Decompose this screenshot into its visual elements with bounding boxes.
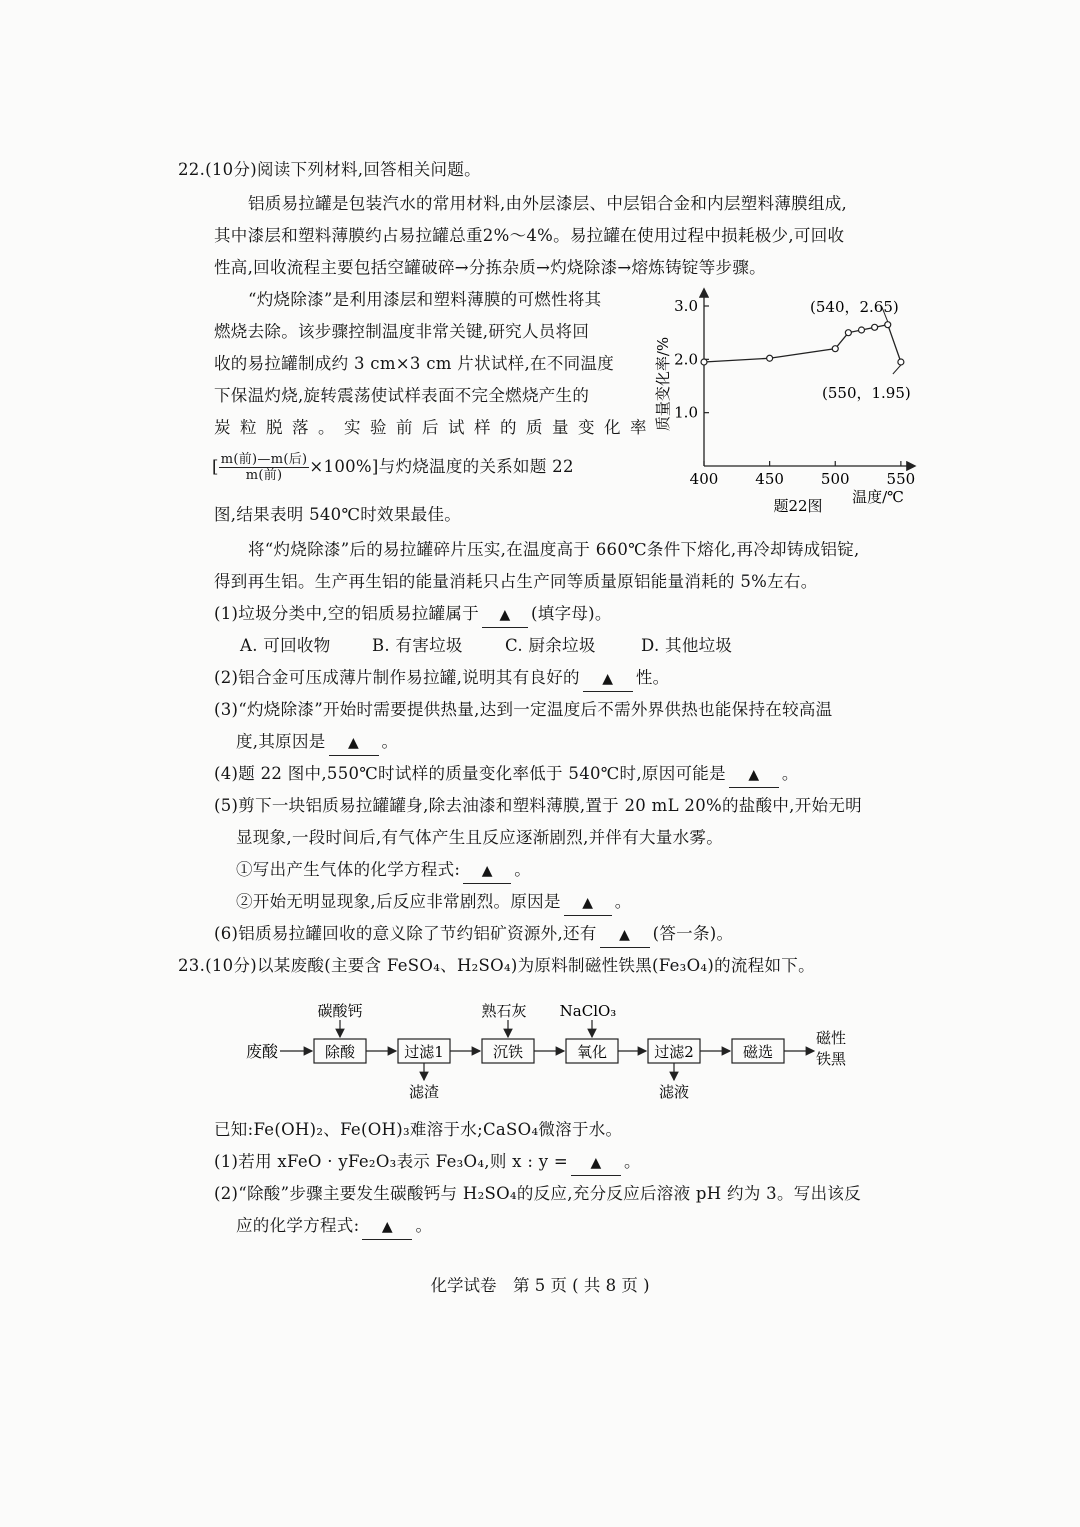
q23-answer-blank-1[interactable] [571, 1150, 621, 1176]
sub6-tail: (答一条)。 [652, 924, 734, 943]
flow-input-lime: 熟石灰 [481, 1002, 527, 1020]
process-flowchart [240, 996, 880, 1106]
flow-end-line1: 磁性 [816, 1029, 847, 1047]
q22-p1-line2: 其中漆层和塑料薄膜约占易拉罐总重2%～4%。易拉罐在使用过程中损耗极少,可回收 [214, 226, 845, 245]
mass-change-chart [650, 282, 930, 522]
formula-bracket: [ [212, 457, 219, 476]
q22-p2-line4: 下保温灼烧,旋转震荡使试样表面不完全燃烧产生的 [214, 386, 590, 405]
sub3-text: 度,其原因是 [236, 732, 326, 751]
q22-p3-line1: 将“灼烧除漆”后的易拉罐碎片压实,在温度高于 660℃条件下熔化,再冷却铸成铝锭, [248, 540, 860, 559]
q22-sub3a: (3)“灼烧除漆”开始时需要提供热量,达到一定温度后不需外界供热也能保持在较高温 [214, 700, 833, 719]
sub5d-text: ②开始无明显现象,后反应非常剧烈。原因是 [236, 892, 561, 911]
q22-sub4 [214, 762, 799, 788]
q22-heading: 22.(10分)阅读下列材料,回答相关问题。 [178, 160, 481, 179]
x-tick-label: 550 [886, 470, 916, 488]
q22-sub1 [214, 602, 612, 628]
flow-end-line2: 铁黑 [816, 1050, 847, 1068]
q23-sub1 [214, 1150, 641, 1176]
q22-p1-line1: 铝质易拉罐是包装汽水的常用材料,由外层漆层、中层铝合金和内层塑料薄膜组成, [248, 194, 848, 213]
q23-heading: 23.(10分)以某废酸(主要含 FeSO₄、H₂SO₄)为原料制磁性铁黑(Fe₃O₄)的流程如下。 [178, 956, 815, 975]
option-c: C. 厨余垃圾 [505, 636, 596, 655]
q22-p2-line3: 收的易拉罐制成约 3 cm×3 cm 片状试样,在不同温度 [214, 354, 615, 373]
sub6-text: (6)铝质易拉罐回收的意义除了节约铝矿资源外,还有 [214, 924, 597, 943]
y-axis-label: 质量变化率/% [654, 336, 672, 432]
sub1-text: (1)垃圾分类中,空的铝质易拉罐属于 [214, 604, 480, 623]
chart-caption: 题22图 [773, 497, 823, 515]
sub5c-period: 。 [514, 860, 532, 879]
q22-sub5a: (5)剪下一块铝质易拉罐罐身,除去油漆和塑料薄膜,置于 20 mL 20%的盐酸中,开始无明 [214, 796, 862, 815]
triangle-icon: ▲ [499, 607, 511, 623]
answer-blank-2[interactable] [583, 666, 633, 692]
answer-blank-1[interactable] [482, 602, 528, 628]
flow-start: 废酸 [246, 1042, 279, 1061]
triangle-icon: ▲ [748, 767, 760, 783]
x-axis-label: 温度/℃ [852, 488, 904, 506]
annotation-label: (550，1.95) [822, 384, 911, 402]
q22-p3-line2: 得到再生铝。生产再生铝的能量消耗只占生产同等质量原铝能量消耗的 5%左右。 [214, 572, 818, 591]
x-tick-label: 400 [689, 470, 719, 488]
flow-box-oxidize-label: 氧化 [576, 1043, 608, 1061]
sub3-period: 。 [381, 732, 399, 751]
triangle-icon: ▲ [481, 863, 493, 879]
x-tick-label: 450 [755, 470, 784, 488]
data-point [701, 359, 707, 365]
answer-blank-6[interactable] [600, 922, 650, 948]
q22-p1-line3: 性高,回收流程主要包括空罐破碎→分拣杂质→灼烧除漆→熔炼铸锭等步骤。 [214, 258, 766, 277]
q22-p2-line1: “灼烧除漆”是利用漆层和塑料薄膜的可燃性将其 [248, 290, 602, 309]
q22-sub5c [236, 858, 531, 884]
fraction-numerator: m(前)—m(后) [220, 452, 308, 467]
q23-sub2-period: 。 [415, 1216, 433, 1235]
q23-sub1-period: 。 [624, 1152, 641, 1171]
flow-box-remove-acid-label: 除酸 [324, 1043, 356, 1061]
series-line [704, 325, 901, 362]
triangle-icon: ▲ [590, 1155, 602, 1171]
q23-sub1-text: (1)若用 xFeO · yFe₂O₃表示 Fe₃O₄,则 x : y = [214, 1152, 569, 1171]
fraction-denominator: m(前) [245, 468, 283, 483]
q23-sub2a: (2)“除酸”步骤主要发生碳酸钙与 H₂SO₄的反应,充分反应后溶液 pH 约为 3。写出该反 [214, 1184, 861, 1203]
mass-change-fraction [219, 452, 310, 483]
data-point [885, 322, 891, 328]
flow-box-precipitate-label: 沉铁 [492, 1043, 524, 1061]
flow-box-magnetic-sep-label: 磁选 [742, 1043, 774, 1061]
flow-box-filter2-label: 过滤2 [654, 1043, 694, 1061]
q22-sub3b [236, 730, 398, 756]
answer-blank-5a[interactable] [463, 858, 511, 884]
option-d: D. 其他垃圾 [641, 636, 733, 655]
flow-box-filter1-label: 过滤1 [404, 1043, 444, 1061]
x-tick-label: 500 [820, 470, 850, 488]
triangle-icon: ▲ [602, 671, 614, 687]
triangle-icon: ▲ [619, 927, 631, 943]
option-b: B. 有害垃圾 [372, 636, 463, 655]
q23-sub2-text: 应的化学方程式: [236, 1216, 360, 1235]
data-point [872, 324, 878, 330]
option-a: A. 可回收物 [240, 636, 331, 655]
q23-known: 已知:Fe(OH)₂、Fe(OH)₃难溶于水;CaSO₄微溶于水。 [214, 1120, 623, 1139]
q22-sub5b: 显现象,一段时间后,有气体产生且反应逐渐剧烈,并伴有大量水雾。 [236, 828, 724, 847]
data-point [832, 346, 838, 352]
q22-sub6 [214, 922, 733, 948]
formula-tail: ×100%]与灼烧温度的关系如题 22 [309, 457, 574, 476]
triangle-icon: ▲ [381, 1219, 393, 1235]
q22-options [240, 634, 732, 658]
q22-formula-line [212, 452, 574, 483]
data-point [767, 355, 773, 361]
sub2-text: (2)铝合金可压成薄片制作易拉罐,说明其有良好的 [214, 668, 580, 687]
q23-answer-blank-2[interactable] [362, 1214, 412, 1240]
page-footer: 化学试卷 第 5 页 ( 共 8 页 ) [430, 1276, 650, 1295]
sub4-text: (4)题 22 图中,550℃时试样的质量变化率低于 540℃时,原因可能是 [214, 764, 726, 783]
answer-blank-3[interactable] [329, 730, 379, 756]
flow-input-caco3: 碳酸钙 [317, 1002, 363, 1020]
data-point [859, 327, 865, 333]
triangle-icon: ▲ [582, 895, 594, 911]
annotation-label: (540，2.65) [810, 298, 899, 316]
q22-sub2 [214, 666, 669, 692]
answer-blank-5b[interactable] [564, 890, 612, 916]
data-point [898, 359, 904, 365]
sub2-tail: 性。 [635, 668, 670, 687]
flow-output-filtrate: 滤液 [658, 1083, 690, 1101]
q23-sub2b [236, 1214, 432, 1240]
q22-sub5d [236, 890, 632, 916]
sub1-tail: (填字母)。 [531, 604, 612, 623]
y-tick-label: 1.0 [674, 403, 698, 422]
sub4-period: 。 [781, 764, 799, 783]
q22-p2-line5: 炭粒脱落。实验前后试样的质量变化率 [214, 418, 656, 437]
answer-blank-4[interactable] [729, 762, 779, 788]
q22-p2-end: 图,结果表明 540℃时效果最佳。 [214, 505, 462, 524]
data-point [845, 330, 851, 336]
y-tick-label: 3.0 [674, 297, 698, 315]
flow-input-naclo3: NaClO₃ [559, 1002, 617, 1020]
annotation-leader [893, 365, 901, 374]
flow-output-residue: 滤渣 [408, 1083, 440, 1101]
sub5d-period: 。 [614, 892, 632, 911]
triangle-icon: ▲ [348, 735, 360, 751]
y-tick-label: 2.0 [674, 350, 698, 369]
q22-p2-line2: 燃烧去除。该步骤控制温度非常关键,研究人员将回 [214, 322, 590, 341]
sub5c-text: ①写出产生气体的化学方程式: [236, 860, 461, 879]
